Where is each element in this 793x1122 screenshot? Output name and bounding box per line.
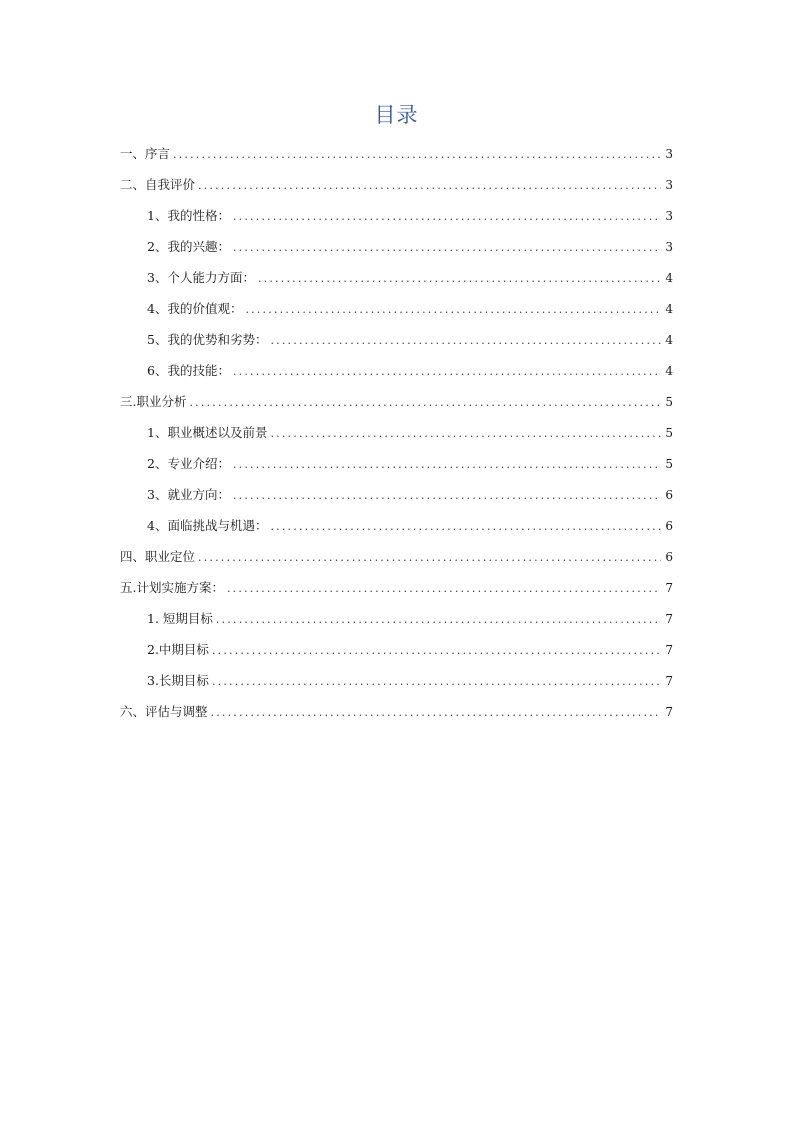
toc-entry[interactable] bbox=[120, 634, 673, 665]
toc-entry-label: 一、序言 bbox=[120, 146, 171, 161]
toc-dot-leader bbox=[233, 356, 661, 387]
toc-entry[interactable] bbox=[120, 324, 673, 355]
toc-entry[interactable] bbox=[120, 541, 673, 572]
toc-dot-leader bbox=[198, 170, 661, 201]
toc-title: 目录 bbox=[374, 103, 419, 127]
toc-entry[interactable] bbox=[120, 572, 673, 603]
toc-entry[interactable] bbox=[120, 479, 673, 510]
toc-entry[interactable] bbox=[120, 231, 673, 262]
toc-entry-page-number: 3 bbox=[665, 240, 673, 254]
toc-entry[interactable] bbox=[120, 665, 673, 696]
toc-entry-label: 五.计划实施方案： bbox=[120, 580, 224, 595]
toc-entry-label: 6、我的技能： bbox=[147, 363, 230, 378]
toc-entry-page-number: 7 bbox=[665, 581, 673, 595]
toc-entry-page-number: 6 bbox=[665, 519, 673, 533]
toc-entry-page-number: 6 bbox=[665, 550, 673, 564]
toc-entry-page-number: 5 bbox=[665, 395, 673, 409]
toc-entry-label: 4、面临挑战与机遇： bbox=[147, 518, 268, 533]
toc-entry[interactable] bbox=[120, 138, 673, 169]
toc-entry-label: 4、我的价值观： bbox=[147, 301, 243, 316]
toc-dot-leader bbox=[245, 294, 661, 325]
toc-entry[interactable] bbox=[120, 200, 673, 231]
toc-dot-leader bbox=[189, 387, 661, 418]
toc-dot-leader bbox=[212, 666, 661, 697]
toc-entry-label: 三.职业分析 bbox=[120, 394, 187, 409]
toc-dot-leader bbox=[270, 325, 661, 356]
toc-entry[interactable] bbox=[120, 448, 673, 479]
toc-entry-label: 二、自我评价 bbox=[120, 177, 196, 192]
toc-entry[interactable] bbox=[120, 417, 673, 448]
toc-dot-leader bbox=[227, 573, 661, 604]
toc-entry[interactable] bbox=[120, 262, 673, 293]
toc-dot-leader bbox=[233, 201, 661, 232]
toc-dot-leader bbox=[270, 511, 661, 542]
toc-entry-page-number: 7 bbox=[665, 643, 673, 657]
toc-entry-page-number: 3 bbox=[665, 178, 673, 192]
toc-entry-label: 3、就业方向： bbox=[147, 487, 230, 502]
toc-entry-page-number: 4 bbox=[665, 364, 673, 378]
toc-entry-label: 六、评估与调整 bbox=[120, 704, 208, 719]
toc-entry-label: 四、职业定位 bbox=[120, 549, 196, 564]
toc-entry[interactable] bbox=[120, 169, 673, 200]
toc-entry[interactable] bbox=[120, 386, 673, 417]
toc-dot-leader bbox=[233, 449, 661, 480]
toc-dot-leader bbox=[216, 604, 661, 635]
toc-entry[interactable] bbox=[120, 510, 673, 541]
toc-entry-page-number: 7 bbox=[665, 674, 673, 688]
table-of-contents bbox=[120, 138, 673, 727]
toc-entry-label: 3.长期目标 bbox=[147, 673, 209, 688]
toc-dot-leader bbox=[258, 263, 661, 294]
toc-entry-page-number: 7 bbox=[665, 705, 673, 719]
toc-entry-page-number: 3 bbox=[665, 147, 673, 161]
toc-dot-leader bbox=[270, 418, 661, 449]
toc-dot-leader bbox=[173, 139, 661, 170]
toc-entry-label: 5、我的优势和劣势： bbox=[147, 332, 268, 347]
toc-entry-page-number: 7 bbox=[665, 612, 673, 626]
toc-entry-label: 2、我的兴趣： bbox=[147, 239, 230, 254]
toc-entry-label: 2、专业介绍： bbox=[147, 456, 230, 471]
toc-entry-page-number: 4 bbox=[665, 333, 673, 347]
toc-entry-label: 1、我的性格： bbox=[147, 208, 230, 223]
toc-entry-page-number: 5 bbox=[665, 426, 673, 440]
toc-entry-page-number: 6 bbox=[665, 488, 673, 502]
toc-entry-page-number: 4 bbox=[665, 271, 673, 285]
toc-entry[interactable] bbox=[120, 293, 673, 324]
toc-dot-leader bbox=[198, 542, 661, 573]
toc-entry-page-number: 4 bbox=[665, 302, 673, 316]
toc-entry[interactable] bbox=[120, 603, 673, 634]
toc-dot-leader bbox=[233, 480, 661, 511]
toc-entry[interactable] bbox=[120, 696, 673, 727]
toc-entry-label: 1、职业概述以及前景 bbox=[147, 425, 268, 440]
toc-dot-leader bbox=[211, 697, 662, 728]
toc-entry-label: 3、个人能力方面： bbox=[147, 270, 255, 285]
toc-entry-page-number: 5 bbox=[665, 457, 673, 471]
toc-entry[interactable] bbox=[120, 355, 673, 386]
toc-dot-leader bbox=[233, 232, 661, 263]
toc-entry-label: 2.中期目标 bbox=[147, 642, 209, 657]
toc-entry-page-number: 3 bbox=[665, 209, 673, 223]
toc-dot-leader bbox=[212, 635, 661, 666]
toc-entry-label: 1. 短期目标 bbox=[147, 611, 213, 626]
